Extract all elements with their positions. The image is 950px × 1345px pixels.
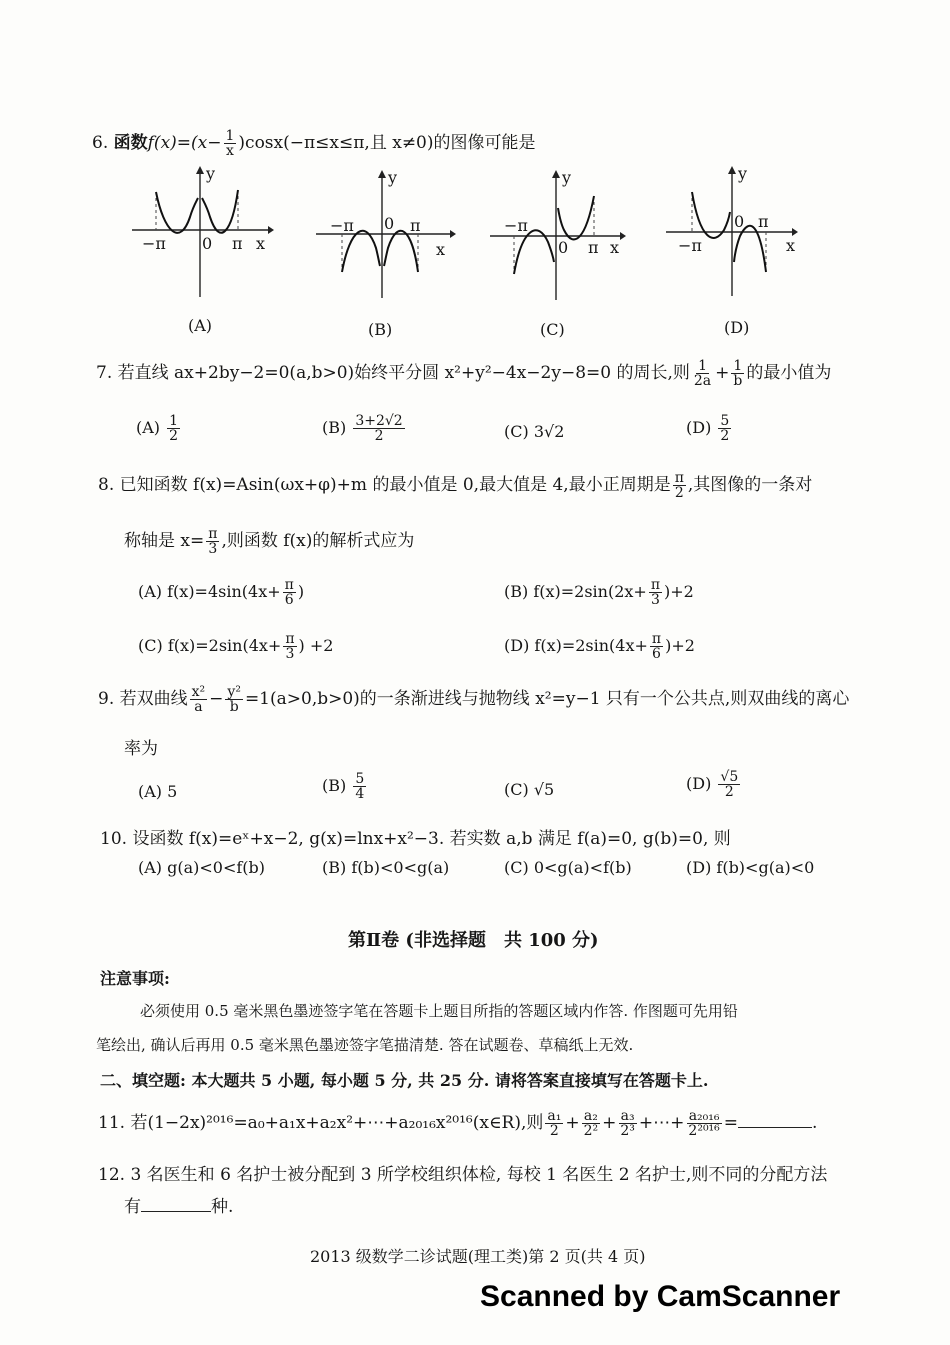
notice-line-1: 必须使用 0.5 毫米黑色墨迹签字笔在答题卡上题目所指的答题区域内作答. 作图题可先用铅	[140, 1002, 738, 1020]
q7-option-c: (C) 3√2	[504, 422, 565, 441]
q10-option-d: (D) f(b)<g(a)<0	[686, 858, 815, 877]
question-number: 10.	[100, 829, 128, 849]
q8-stem-line2: 称轴是 x= $\frac{\pi}{3}$ ,则函数 f(x)的解析式应为	[124, 526, 415, 557]
graph-c-plot	[486, 166, 636, 306]
graph-a-plot	[128, 162, 278, 302]
q10-text: 设函数 f(x)=eˣ+x−2, g(x)=lnx+x²−3. 若实数 a,b 满足 f(a)=0, g(b)=0, 则	[132, 829, 731, 849]
notice-title: 注意事项:	[100, 969, 170, 988]
q6-func: f(x)=(x−	[147, 133, 222, 153]
q7-text: 若直线 ax+2by−2=0(a,b>0)始终平分圆 x²+y²−4x−2y−8=0 的周长,则	[117, 363, 690, 383]
pi-label: π	[758, 212, 769, 231]
q7-tail: 的最小值为	[746, 363, 832, 383]
q9-stem: 9. 若双曲线 $\frac{\text{x²}}{a}$ − $\frac{\text{y²}}{b}$ =1(a>0,b>0)的一条渐进线与抛物线 x²=y−1 只有一个公共点,则双曲线的离心	[98, 684, 850, 715]
notice-line-2: 笔绘出, 确认后再用 0.5 毫米黑色墨迹签字笔描清楚. 答在试题卷、草稿纸上无效.	[96, 1036, 634, 1054]
q9-stem-line2: 率为	[124, 739, 158, 759]
origin-label: 0	[202, 234, 213, 253]
neg-pi-label: −π	[330, 216, 354, 235]
neg-pi-label: −π	[142, 234, 166, 253]
pi-label: π	[588, 238, 599, 257]
y-axis-label: y	[206, 164, 216, 183]
q6-fraction: $\frac{1}{x}$	[225, 128, 235, 159]
graph-d	[662, 162, 812, 302]
q10-option-c: (C) 0<g(a)<f(b)	[504, 858, 632, 877]
question-number: 11.	[98, 1113, 126, 1133]
question-number: 12.	[98, 1165, 126, 1185]
x-axis-label: x	[436, 240, 446, 259]
graph-a-label: (A)	[188, 316, 213, 335]
page-footer: 2013 级数学二诊试题(理工类)第 2 页(共 4 页)	[310, 1247, 646, 1266]
q7-option-b: (B) $\frac{3+2√2}{2}$	[322, 413, 403, 444]
q9-option-b: (B) $\frac{5}{4}$	[322, 771, 365, 802]
pi-label: π	[410, 216, 421, 235]
fill-in-heading: 二、填空题: 本大题共 5 小题, 每小题 5 分, 共 25 分. 请将答案直接填写在答题卡上.	[100, 1071, 709, 1090]
q11-stem: 11. 若(1−2x)²⁰¹⁶=a₀+a₁x+a₂x²+⋯+a₂₀₁₆x²⁰¹⁶(x∈R),则 $\frac{\text{a₁}}{2}$ + $\frac{\text{a₂}}{\text{2²}}$ + $\frac{\text{a₃}}{\text{2³}}$ +⋯+ $\frac{\text{a₂₀₁₆}}{\text{2²⁰¹⁶}}$ = .	[98, 1108, 818, 1139]
q7-option-d: (D) $\frac{5}{2}$	[686, 413, 730, 444]
answer-blank[interactable]	[141, 1197, 211, 1212]
q8-frac: $\frac{\pi}{2}$	[674, 470, 684, 501]
q8-option-b: (B) f(x)=2sin(2x+ $\frac{\pi}{3}$ )+2	[504, 577, 694, 608]
origin-label: 0	[734, 212, 745, 231]
q6-stem	[92, 128, 536, 158]
x-axis-label: x	[610, 238, 620, 257]
graph-d-label: (D)	[724, 318, 750, 337]
q7-frac-2: $\frac{1}{b}$	[733, 358, 743, 389]
q9-option-d: (D) $\frac{√5}{2}$	[686, 769, 739, 800]
q6-text-a: 函数	[113, 133, 148, 153]
q10-stem	[100, 824, 731, 849]
graph-a	[128, 162, 278, 302]
question-number: 9.	[98, 689, 115, 709]
origin-label: 0	[384, 214, 395, 233]
graph-b-label: (B)	[368, 320, 393, 339]
q9-option-a: (A) 5	[138, 782, 178, 801]
pi-label: π	[232, 234, 243, 253]
section-title: 第Ⅱ卷 (非选择题 共 100 分)	[348, 930, 599, 951]
question-number: 7.	[96, 363, 113, 383]
q7-stem: 7. 若直线 ax+2by−2=0(a,b>0)始终平分圆 x²+y²−4x−2y−8=0 的周长,则 $\frac{1}{2a}$ + $\frac{1}{b}$ 的最小值为	[96, 358, 832, 389]
q12-text: 3 名医生和 6 名护士被分配到 3 所学校组织体检, 每校 1 名医生 2 名护士,则不同的分配方法	[130, 1165, 828, 1185]
question-number: 8.	[98, 475, 115, 495]
q12-stem-line2: 有 种.	[124, 1197, 234, 1217]
q11-text: 若(1−2x)²⁰¹⁶=a₀+a₁x+a₂x²+⋯+a₂₀₁₆x²⁰¹⁶(x∈R),则	[130, 1113, 544, 1133]
x-axis-label: x	[786, 236, 796, 255]
neg-pi-label: −π	[678, 236, 702, 255]
x-axis-label: x	[256, 234, 266, 253]
camscanner-watermark: Scanned by CamScanner	[480, 1280, 841, 1313]
graph-c-label: (C)	[540, 320, 565, 339]
graph-b-plot	[312, 168, 462, 308]
q8-stem	[98, 470, 812, 500]
question-number: 6.	[92, 133, 109, 153]
q7-frac-1: $\frac{1}{2a}$	[693, 358, 712, 389]
q8-option-a: (A) f(x)=4sin(4x+ $\frac{\pi}{6}$ )	[138, 577, 305, 608]
q10-option-b: (B) f(b)<0<g(a)	[322, 858, 450, 877]
q8-option-d: (D) f(x)=2sin(4x+ $\frac{\pi}{6}$ )+2	[504, 631, 695, 662]
q8-tail: ,其图像的一条对	[687, 475, 813, 495]
q7-option-a: (A) $\frac{1}{2}$	[136, 413, 179, 444]
answer-blank[interactable]	[738, 1113, 812, 1128]
q8-text: 已知函数 f(x)=Asin(ωx+φ)+m 的最小值是 0,最大值是 4,最小正周期是	[119, 475, 671, 495]
y-axis-label: y	[388, 168, 398, 187]
y-axis-label: y	[738, 164, 748, 183]
y-axis-label: y	[562, 168, 572, 187]
graph-c	[486, 166, 636, 306]
graph-b	[312, 168, 462, 308]
graph-d-plot	[662, 162, 812, 302]
origin-label: 0	[558, 238, 569, 257]
q6-text-b: )cosx(−π≤x≤π,且 x≠0)的图像可能是	[238, 133, 536, 153]
q12-stem	[98, 1160, 827, 1185]
neg-pi-label: −π	[504, 216, 528, 235]
q9-option-c: (C) √5	[504, 780, 555, 799]
q10-option-a: (A) g(a)<0<f(b)	[138, 858, 266, 877]
q8-option-c: (C) f(x)=2sin(4x+ $\frac{\pi}{3}$ ) +2	[138, 631, 334, 662]
